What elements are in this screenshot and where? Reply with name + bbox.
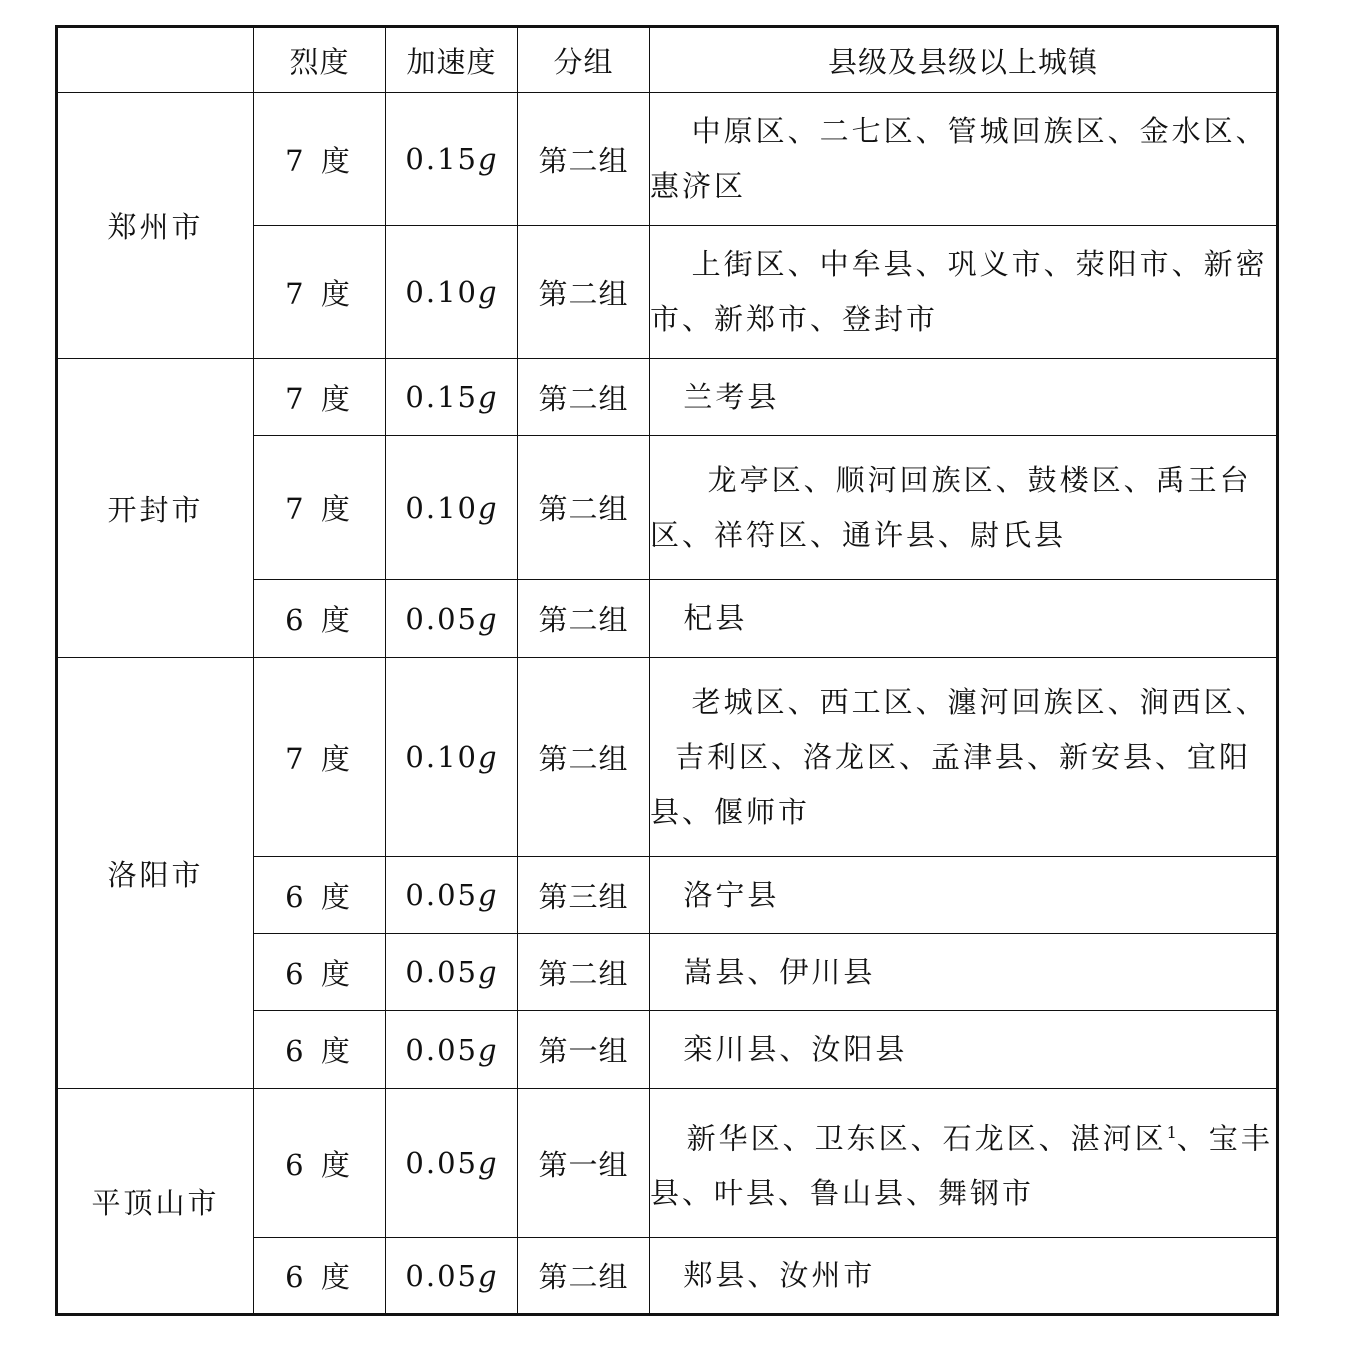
table-header-row — [57, 27, 1278, 93]
header-group: 分组 — [518, 27, 650, 93]
acceleration-value: 0.05 — [405, 1258, 478, 1293]
header-city — [57, 27, 254, 93]
table-row — [57, 93, 1278, 226]
intensity-cell: 7 度 — [254, 359, 386, 436]
acceleration-value: 0.10 — [405, 740, 478, 774]
intensity-cell: 6 度 — [254, 934, 386, 1011]
towns-cell: 老城区、西工区、瀍河回族区、涧西区、吉利区、洛龙区、孟津县、新安县、宜阳县、偃师市 — [650, 658, 1278, 857]
intensity-cell: 6 度 — [254, 1238, 386, 1315]
acceleration-unit: g — [478, 955, 498, 989]
intensity-cell: 6 度 — [254, 857, 386, 934]
acceleration-unit: g — [478, 601, 498, 636]
acceleration-cell — [386, 658, 518, 857]
acceleration-value: 0.15 — [405, 380, 478, 414]
towns-cell: 洛宁县 — [650, 857, 1278, 934]
towns-cell: 上街区、中牟县、巩义市、荥阳市、新密市、新郑市、登封市 — [650, 226, 1278, 359]
acceleration-value: 0.10 — [405, 275, 478, 309]
city-cell: 平顶山市 — [57, 1089, 254, 1315]
towns-text: 新华区、卫东区、石龙区、湛河区 — [686, 1121, 1167, 1156]
towns-cell: 栾川县、汝阳县 — [650, 1011, 1278, 1089]
table-row — [57, 359, 1278, 436]
towns-text-continued: 、宝丰县、叶县、鲁山县、舞钢市 — [650, 1121, 1273, 1211]
intensity-cell: 6 度 — [254, 580, 386, 658]
acceleration-unit: g — [478, 490, 498, 525]
group-cell: 第二组 — [518, 580, 650, 658]
acceleration-unit: g — [478, 1032, 498, 1067]
acceleration-value: 0.05 — [405, 601, 478, 636]
seismic-intensity-table — [55, 25, 1279, 1316]
intensity-cell: 7 度 — [254, 93, 386, 226]
acceleration-cell — [386, 1238, 518, 1315]
intensity-cell: 6 度 — [254, 1089, 386, 1238]
group-cell: 第三组 — [518, 857, 650, 934]
acceleration-value: 0.05 — [405, 878, 478, 912]
header-acceleration: 加速度 — [386, 27, 518, 93]
group-cell: 第二组 — [518, 93, 650, 226]
acceleration-cell — [386, 359, 518, 436]
intensity-cell: 7 度 — [254, 226, 386, 359]
header-towns: 县级及县级以上城镇 — [650, 27, 1278, 93]
acceleration-cell — [386, 934, 518, 1011]
footnote-marker: 1 — [1166, 1122, 1177, 1142]
table-row — [57, 658, 1278, 857]
intensity-cell: 6 度 — [254, 1011, 386, 1089]
acceleration-value: 0.10 — [405, 490, 478, 525]
acceleration-cell — [386, 857, 518, 934]
acceleration-cell — [386, 93, 518, 226]
acceleration-cell — [386, 1089, 518, 1238]
intensity-cell: 7 度 — [254, 658, 386, 857]
towns-cell: 龙亭区、顺河回族区、鼓楼区、禹王台区、祥符区、通许县、尉氏县 — [650, 436, 1278, 580]
group-cell: 第二组 — [518, 658, 650, 857]
city-cell: 洛阳市 — [57, 658, 254, 1089]
city-cell: 郑州市 — [57, 93, 254, 359]
towns-cell: 兰考县 — [650, 359, 1278, 436]
acceleration-unit: g — [478, 1258, 498, 1293]
acceleration-cell — [386, 580, 518, 658]
group-cell: 第二组 — [518, 436, 650, 580]
acceleration-value: 0.05 — [405, 1032, 478, 1067]
acceleration-cell — [386, 436, 518, 580]
acceleration-unit: g — [478, 275, 498, 309]
acceleration-cell — [386, 226, 518, 359]
group-cell: 第二组 — [518, 934, 650, 1011]
group-cell: 第一组 — [518, 1089, 650, 1238]
table-row — [57, 1089, 1278, 1238]
acceleration-unit: g — [478, 878, 498, 912]
towns-cell: 中原区、二七区、管城回族区、金水区、惠济区 — [650, 93, 1278, 226]
acceleration-value: 0.15 — [405, 142, 478, 176]
group-cell: 第二组 — [518, 226, 650, 359]
intensity-cell: 7 度 — [254, 436, 386, 580]
header-intensity: 烈度 — [254, 27, 386, 93]
acceleration-unit: g — [478, 1146, 498, 1180]
acceleration-unit: g — [478, 740, 498, 774]
acceleration-value: 0.05 — [405, 955, 478, 989]
towns-cell: 郏县、汝州市 — [650, 1238, 1278, 1315]
city-cell: 开封市 — [57, 359, 254, 658]
acceleration-unit: g — [478, 380, 498, 414]
acceleration-unit: g — [478, 142, 498, 176]
group-cell: 第二组 — [518, 1238, 650, 1315]
acceleration-value: 0.05 — [405, 1146, 478, 1180]
group-cell: 第二组 — [518, 359, 650, 436]
towns-cell: 嵩县、伊川县 — [650, 934, 1278, 1011]
acceleration-cell — [386, 1011, 518, 1089]
group-cell: 第一组 — [518, 1011, 650, 1089]
towns-cell: 杞县 — [650, 580, 1278, 658]
towns-cell — [650, 1089, 1278, 1238]
